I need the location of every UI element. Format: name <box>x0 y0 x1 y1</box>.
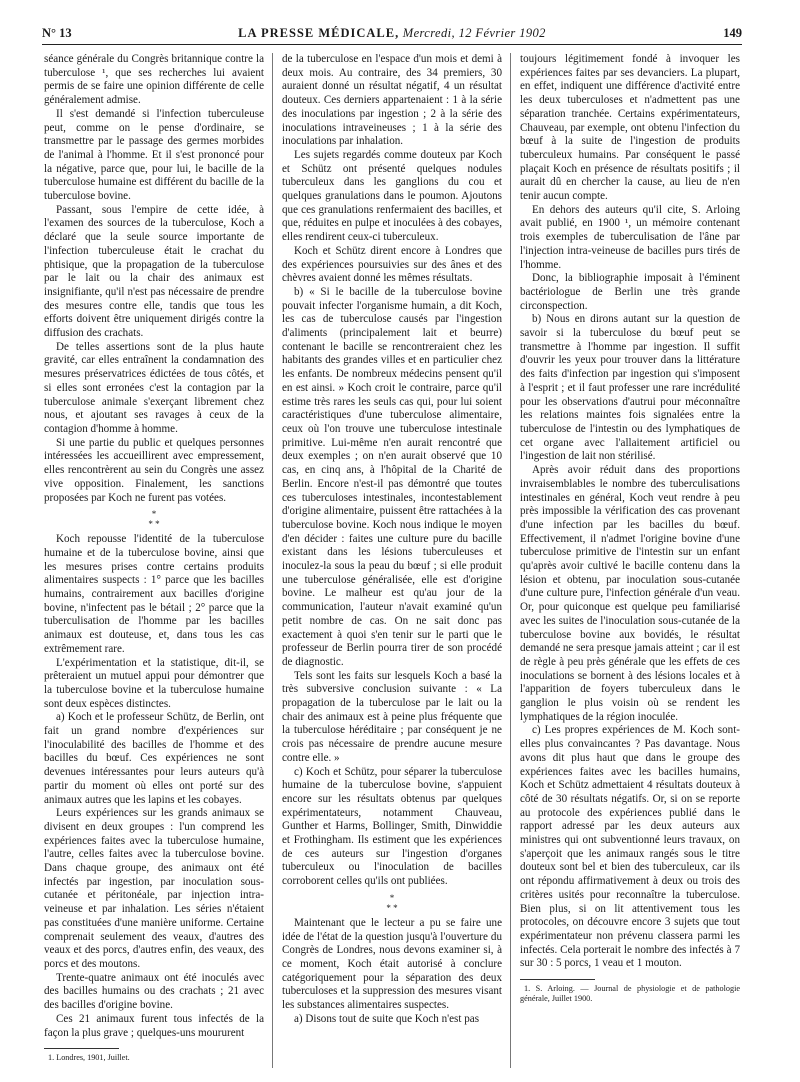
paragraph: de la tuberculose en l'espace d'un mois et demi à deux mois. Au contraire, des 34 premiers, 30 auraient donné un résultat négatif, 4 un résultat douteux. Ces derniers appartenaient : 1 à la série des inoculations par ingestion ; 2 à la série des inoculations intraveineuses ; 1 à la série des inoculations par inhalation. <box>282 53 502 148</box>
paragraph: Après avoir réduit dans des proportions invraisemblables le nombre des tuberculisations intestinales en général, Koch veut rendre à peu près impossible la vérification des cas provenant d'une infection par les bacilles du bœuf. Effectivement, il n'admet l'origine bovine d'une tuberculose primitive de l'intestin sur un enfant qu'après avoir cultivé le bacille contenu dans la lésion et obtenu, par inoculation sous-cutanée d'une culture pure, l'infection générale d'un veau. Or, pour quiconque est quelque peu familiarisé avec les suites de l'inoculation sous-cutanée de la tuberculose bovine aux bovidés, le résultat demandé ne sera presque jamais atteint ; car il est de règle à peu près générale que les effets de ces inoculations se bornent à des lésions locales et à l'apparition de foyers tuberculeux dans le ganglion le plus voisin où se rendent les lymphatiques de la région inoculée. <box>520 464 740 723</box>
paragraph: Passant, sous l'empire de cette idée, à l'examen des sources de la tuberculose, Koch a déclaré que la seule source importante de l'infection tuberculeuse était le crachat du phtisique, que la propagation de la tuberculose par le lait ou la chair des animaux est insignifiante, qu'il n'est pas nécessaire de prendre des mesures contre elle, tandis que tous les efforts doivent être uniquement dirigés contre la diffusion des crachats. <box>44 203 264 340</box>
issue-date: Mercredi, 12 Février 1902 <box>402 26 546 40</box>
paragraph: toujours légitimement fondé à invoquer les expériences faites par ses devanciers. La plupart, en effet, indiquent une différence d'activité entre les deux tuberculoses et n'admettent pas une séparation tranchée. Certains expérimentateurs, Chauveau, par exemple, ont obtenu l'infection du bœuf à la suite de l'ingestion de produits tuberculeux humains. Par conséquent le passé plaçait Koch en présence de résultats positifs ; il aurait dû en chercher la cause, au lieu de n'en tenir aucun compte. <box>520 53 740 203</box>
column-divider <box>272 53 273 1068</box>
paragraph: Trente-quatre animaux ont été inoculés avec des bacilles humains ou des crachats ; 21 avec des bacilles d'origine bovine. <box>44 971 264 1012</box>
section-separator: * * * <box>148 509 160 530</box>
column-3 <box>520 53 740 1004</box>
issue-number: N° 13 <box>42 26 72 40</box>
footnote: 1. Londres, 1901, Juillet. <box>48 1053 130 1063</box>
paragraph: Il s'est demandé si l'infection tuberculeuse peut, comme on le pense d'ordinaire, se transmettre par le passage des germes morbides de l'animal à l'homme. Et il s'est prononcé pour la négative, parce que, pour lui, le bacille de la tuberculose humaine est différent du bacille de la tuberculose bovine. <box>44 107 264 203</box>
paragraph: c) Koch et Schütz, pour séparer la tuberculose humaine de la tuberculose bovine, s'appuient encore sur les résultats obtenus par quelques expérimentateurs, notamment Chauveau, Gunther et Harms, Bollinger, Smith, Dinwiddie et Frothingham. Ils estiment que les expériences de ces auteurs sur l'ingestion d'organes tuberculeux ou l'inoculation de bacilles corroborent celles qu'ils ont publiées. <box>282 765 502 888</box>
paragraph: Si une partie du public et quelques personnes intéressées les accueillirent avec empressement, elles rencontrèrent au sein du Congrès une assez vive opposition. Finalement, les sanctions proposées par Koch ne furent pas votées. <box>44 436 264 504</box>
footnote: 1. S. Arloing. — Journal de physiologie et de pathologie générale, Juillet 1900. <box>520 984 740 1004</box>
header-rule <box>42 44 742 45</box>
paragraph: En dehors des auteurs qu'il cite, S. Arloing avait publié, en 1900 ¹, un mémoire contenant trois exemples de tuberculisation de l'âne par l'injection intra-veineuse de bacilles purs tirés de l'homme. <box>520 203 740 271</box>
footnote-rule <box>520 979 595 980</box>
section-separator: * * * <box>386 892 398 913</box>
paragraph: a) Koch et le professeur Schütz, de Berlin, ont fait un grand nombre d'expériences sur l'inoculabilité des bacilles de l'homme et des bacilles du bœuf. Ces expériences ne sont devenues intéressantes pour leurs auteurs qu'à partir du moment où elles ont porté sur des animaux autres que les lapins et les cobayes. <box>44 711 264 806</box>
paragraph: Donc, la bibliographie imposait à l'éminent bactériologue de Berlin une très grande circonspection. <box>520 272 740 312</box>
paragraph: b) Nous en dirons autant sur la question de savoir si la tuberculose du bœuf peut se transmettre à l'homme par ingestion. Il suffit d'ouvrir les yeux pour trouver dans la littérature des faits d'infection par ingestion qui s'imposent à l'esprit ; et il faut professer une rare incrédulité pour les observations d'autrui pour méconnaître les relations maintes fois signalées entre la tuberculose de l'intestin ou des lymphatiques de cet organe avec l'allaitement artificiel ou l'ingestion de lait non stérilisé. <box>520 313 740 463</box>
footnote-rule <box>44 1048 119 1049</box>
paragraph: De telles assertions sont de la plus haute gravité, car elles entraînent la condamnation des mesures préservatrices édictées de tous côtés, et si elles sont erronées c'est la contagion par la tuberculose animale s'exerçant librement chez nous, et ajoutant ses ravages à ceux de la contagion d'homme à homme. <box>44 340 264 435</box>
paragraph: Leurs expériences sur les grands animaux se divisent en deux groupes : l'un comprend les expériences faites avec la tuberculose humaine, l'autre, celles faites avec la tuberculose bovine. Dans chaque groupe, des animaux ont été infectés par ingestion, par inoculation sous-cutanée et péritonéale, par injection intra-veineuse et par inhalation. Les séries n'étaient pas constituées d'une manière uniforme. Certaine comprenait seulement des veaux, d'autres des veaux et des porcs, d'autres enfin, des veaux, des porcs et des moutons. <box>44 807 264 970</box>
column-1 <box>44 53 264 1063</box>
paragraph: c) Les propres expériences de M. Koch sont-elles plus convaincantes ? Pas davantage. Nous avons dit plus haut que dans le groupe des expériences faites avec les bacilles humains, Koch et Schütz admettaient 4 résultats douteux à côté de 30 résultats négatifs. Or, si on se reporte au protocole des expériences publié dans le rapport adressé par les deux auteurs aux ministres qui ont subventionné leurs travaux, on s'aperçoit que les animaux rangés sous le titre douteux sont bel et bien des tuberculeux, car ils ont répondu affirmativement à deux ou trois des critères usités pour reconnaître la tuberculose. Bien plus, si on lit attentivement tous les protocoles, on découvre encore 3 sujets que tout expérimentateur non prévenu classera parmi les infectés. Cela porterait le nombre des infectés à 7 sur 30 : 5 porcs, 1 veau et 1 mouton. <box>520 724 740 970</box>
journal-title: LA PRESSE MÉDICALE, <box>238 26 400 40</box>
paragraph: L'expérimentation et la statistique, dit-il, se prêteraient un mutuel appui pour démontrer que la tuberculose bovine et la tuberculose humaine sont deux espèces distinctes. <box>44 656 264 710</box>
running-title <box>42 26 742 41</box>
paragraph: a) Disons tout de suite que Koch n'est pas <box>294 1012 480 1025</box>
paragraph: Maintenant que le lecteur a pu se faire une idée de l'état de la question jusqu'à l'ouverture du Congrès de Londres, nous devons examiner si, à ce moment, Koch était autorisé à conclure catégoriquement pour la séparation des deux tuberculoses et la suppression des mesures visant les substances alimentaires suspectes. <box>282 916 502 1012</box>
column-divider <box>510 53 511 1068</box>
paragraph: Koch repousse l'identité de la tuberculose humaine et de la tuberculose bovine, ainsi que les mesures prises contre certains produits alimentaires suspects : 1° parce que les bacilles humains, contrairement aux bacilles d'origine bovine, n'infectent pas le bétail ; 2° parce que la tuberculisation de l'homme par les bacilles animaux est douteuse, et, dans tous les cas extrêmement rare. <box>44 533 264 655</box>
paragraph: Koch et Schütz dirent encore à Londres que des expériences poursuivies sur des ânes et des chèvres avaient donné les mêmes résultats. <box>282 244 502 285</box>
column-2 <box>282 53 502 1027</box>
page-number: 149 <box>723 26 742 40</box>
paragraph: Ces 21 animaux furent tous infectés de la façon la plus grave ; quelques-uns moururent <box>44 1012 264 1039</box>
paragraph: Les sujets regardés comme douteux par Koch et Schütz ont présenté quelques nodules tuberculeux dans les ganglions du cou et quelques granulations dans le poumon. Ajoutons que ces granulations renfermaient des bacilles, et que, réduites en pulpe et inoculées à des cobayes, elles rendirent ceux-ci tuberculeux. <box>282 148 502 244</box>
paragraph: séance générale du Congrès britannique contre la tuberculose ¹, que ses recherches lui avaient permis de se faire une opinion différente de celle généralement admise. <box>44 53 264 107</box>
page-header <box>42 26 742 44</box>
paragraph: b) « Si le bacille de la tuberculose bovine pouvait infecter l'organisme humain, a dit Koch, les cas de tuberculose causés par l'ingestion d'aliments (principalement lait et beurre) contenant le bacille se rencontreraient chez les habitants des grandes villes et en particulier chez les enfants. De nombreux médecins pensent qu'il en est ainsi. » Koch croit le contraire, parce qu'il estime très rares les seuls cas qui, pour lui soient caractéristiques d'une tuberculose alimentaire, ceux où l'on trouve une tuberculose intestinale primitive. Lui-même n'en aurait rencontré que deux exemples ; on n'en aurait observé que 10 cas, en cinq ans, à l'hôpital de la Charité de Berlin. Encore n'est-il pas démontré que toutes ces tuberculoses intestinales, incontestablement d'origine alimentaire, puissent être rattachées à la tuberculose bovine. Koch nous indique le moyen d'en décider : faites une culture pure du bacille existant dans les lésions tuberculeuses et inoculez-la sous la peau du bœuf ; si elle produit une tuberculose généralisée, elle est d'origine bovine. Le malheur est qu'au jour de la communication, l'auteur n'avait examiné qu'un petit nombre de cas. On ne sait donc pas exactement à quoi s'en tenir sur le parti que le professeur de Berlin pourra tirer de son procédé de diagnostic. <box>282 285 502 668</box>
paragraph: Tels sont les faits sur lesquels Koch a basé la très subversive conclusion suivante : « La propagation de la tuberculose par le lait ou la chair des animaux est à peine plus fréquente que la tuberculose héréditaire ; par conséquent je ne crois pas nécessaire de prendre aucune mesure contre elle. » <box>282 669 502 764</box>
